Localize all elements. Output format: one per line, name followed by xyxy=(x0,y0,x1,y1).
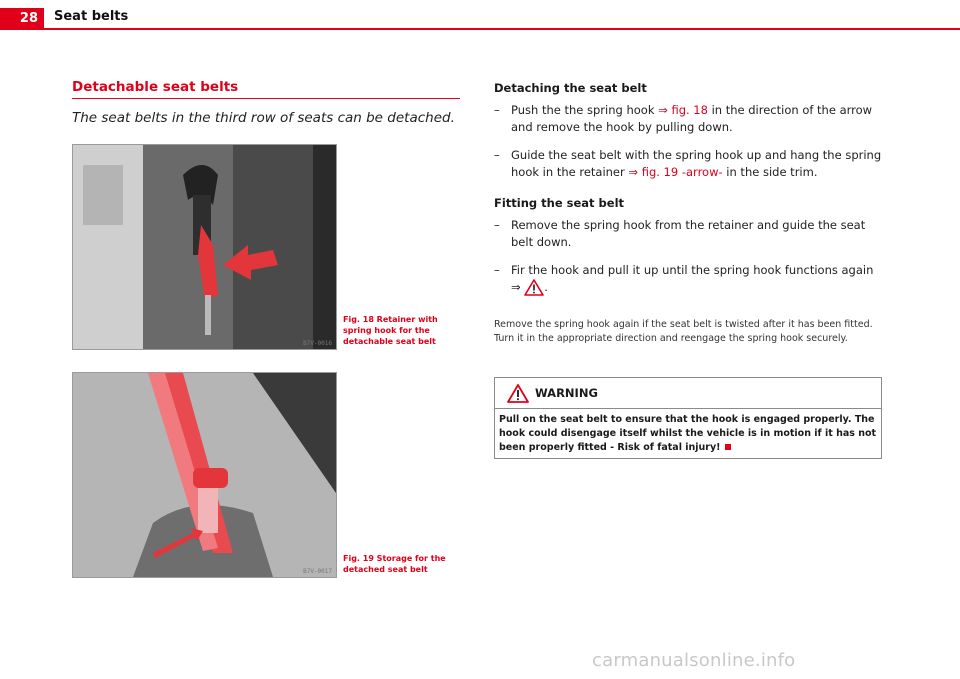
warning-title: WARNING xyxy=(535,386,598,400)
page-number: 28 xyxy=(0,8,44,30)
warning-ref-arrow: ⇒ xyxy=(511,280,521,294)
detaching-step-2-tail: in the side trim. xyxy=(722,165,818,179)
figure-19-caption: Fig. 19 Storage for the detached seat belt xyxy=(343,554,446,574)
figure-18-caption: Fig. 18 Retainer with spring hook for the detachable seat belt xyxy=(343,315,438,346)
figure-19-image xyxy=(72,372,337,578)
figure-18-image xyxy=(72,144,337,350)
bullet-dash: – xyxy=(494,218,500,232)
fitting-step-1 xyxy=(494,217,886,251)
running-title: Seat belts xyxy=(54,9,129,24)
bullet-dash: – xyxy=(494,148,500,162)
bullet-dash: – xyxy=(494,263,500,277)
fitting-step-2-end: . xyxy=(544,280,548,294)
section-intro: The seat belts in the third row of seats can be detached. xyxy=(72,110,455,126)
warning-box xyxy=(494,377,882,459)
watermark: carmanualsonline.info xyxy=(592,650,796,671)
fitting-step-2-text: Fir the hook and pull it up until the spring hook functions again xyxy=(511,263,874,277)
detaching-step-1 xyxy=(494,102,886,136)
end-of-section-mark xyxy=(725,444,731,450)
detaching-heading: Detaching the seat belt xyxy=(494,81,647,95)
detaching-step-2 xyxy=(494,147,886,181)
detaching-step-1-tail: in the direction of the arrow and remove the hook by pulling down. xyxy=(511,103,873,134)
note-paragraph: Remove the spring hook again if the seat belt is twisted after it has been fitted. Turn it in the appropriate direction and reengage the spring hook securely. xyxy=(494,319,873,344)
fitting-step-2 xyxy=(494,262,886,296)
detaching-step-1-text: Push the the spring hook xyxy=(511,103,659,117)
warning-text-block xyxy=(499,413,879,455)
fitting-heading: Fitting the seat belt xyxy=(494,196,625,210)
bullet-dash: – xyxy=(494,103,500,117)
header-rule xyxy=(0,28,960,30)
fitting-step-1-text: Remove the spring hook from the retainer and guide the seat belt down. xyxy=(511,218,866,249)
section-rule xyxy=(72,98,460,99)
fig-19-link[interactable]: ⇒ fig. 19 -arrow- xyxy=(628,165,723,179)
fig-18-link[interactable]: ⇒ fig. 18 xyxy=(658,103,708,117)
figure-18-code: B7V-0016 xyxy=(303,340,332,347)
warning-triangle-icon xyxy=(507,384,529,403)
warning-triangle-icon[interactable] xyxy=(524,279,544,296)
warning-header xyxy=(495,378,881,409)
warning-text: Pull on the seat belt to ensure that the hook is engaged properly. The hook could disengage itself whilst the vehicle is in motion if it has not been properly fitted - Risk of fatal injury! xyxy=(499,414,877,453)
figure-19-code: B7V-0017 xyxy=(303,568,332,575)
section-title: Detachable seat belts xyxy=(72,79,239,95)
detaching-step-2-text: Guide the seat belt with the spring hook up and hang the spring hook in the retainer xyxy=(511,148,882,179)
